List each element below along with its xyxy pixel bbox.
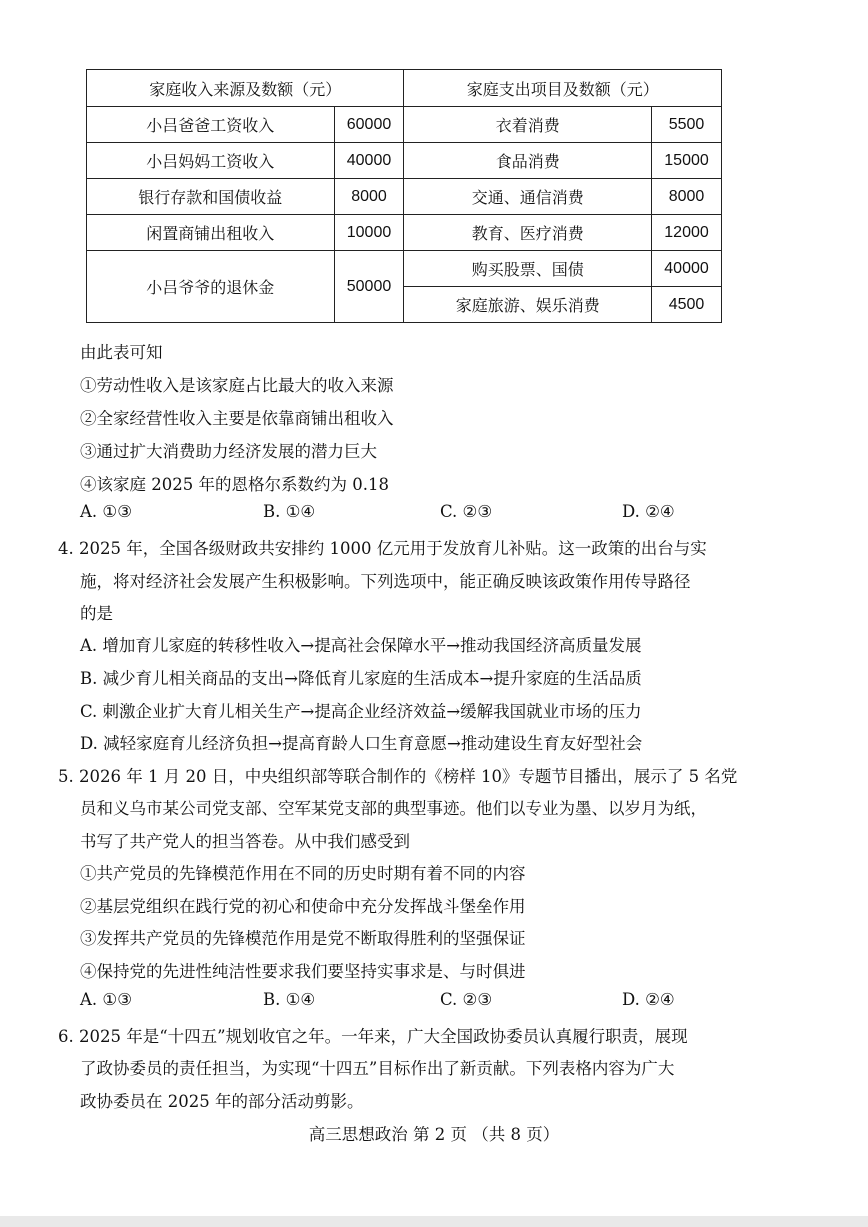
expense-amount: 12000: [652, 215, 722, 251]
income-header: 家庭收入来源及数额（元）: [87, 70, 404, 107]
income-amount: 40000: [334, 143, 404, 179]
q4-stem-line-3: 的是: [80, 604, 113, 623]
q3-option-a[interactable]: A. ①③: [80, 502, 132, 521]
q6-stem-line-1: 6. 2025 年是“十四五”规划收官之年。一年来，广大全国政协委员认真履行职责，展现: [58, 1027, 688, 1046]
q5-item-2: ②基层党组织在践行党的初心和使命中充分发挥战斗堡垒作用: [80, 897, 526, 916]
income-source: 闲置商铺出租收入: [87, 215, 335, 251]
q6-stem-line-3: 政协委员在 2025 年的部分活动剪影。: [80, 1092, 364, 1111]
q5-option-a[interactable]: A. ①③: [80, 990, 132, 1009]
q5-option-c[interactable]: C. ②③: [440, 990, 493, 1009]
q6-stem-line-2: 了政协委员的责任担当，为实现“十四五”目标作出了新贡献。下列表格内容为广大: [80, 1059, 675, 1078]
q4-option-b[interactable]: B. 减少育儿相关商品的支出→降低育儿家庭的生活成本→提升家庭的生活品质: [80, 669, 642, 688]
income-amount: 50000: [334, 251, 404, 323]
q4-stem-line-1: 4. 2025 年，全国各级财政共安排约 1000 亿元用于发放育儿补贴。这一政策的出台与实: [58, 539, 707, 558]
q5-item-3: ③发挥共产党员的先锋模范作用是党不断取得胜利的坚强保证: [80, 929, 526, 948]
q3-option-d[interactable]: D. ②④: [622, 502, 675, 521]
q4-stem-line-2: 施，将对经济社会发展产生积极影响。下列选项中，能正确反映该政策作用传导路径: [80, 572, 691, 591]
page-footer: 高三思想政治 第 2 页 （共 8 页）: [308, 1125, 560, 1144]
q3-item-1: ①劳动性收入是该家庭占比最大的收入来源: [80, 376, 394, 395]
q5-option-d[interactable]: D. ②④: [622, 990, 675, 1009]
q5-stem-line-2: 员和义乌市某公司党支部、空军某党支部的典型事迹。他们以专业为墨、以岁月为纸，: [80, 799, 707, 818]
expense-item: 衣着消费: [404, 107, 652, 143]
expense-item: 食品消费: [404, 143, 652, 179]
expense-item: 交通、通信消费: [404, 179, 652, 215]
income-amount: 60000: [334, 107, 404, 143]
expense-amount: 40000: [652, 251, 722, 287]
table-header-row: [87, 70, 722, 107]
table-row: [87, 251, 722, 287]
expense-amount: 8000: [652, 179, 722, 215]
income-source: 小吕妈妈工资收入: [87, 143, 335, 179]
scan-edge-band: [0, 1216, 868, 1227]
expense-item: 家庭旅游、娱乐消费: [404, 287, 652, 323]
expense-item: 教育、医疗消费: [404, 215, 652, 251]
q3-item-2: ②全家经营性收入主要是依靠商铺出租收入: [80, 409, 394, 428]
income-amount: 10000: [334, 215, 404, 251]
q3-lead: 由此表可知: [80, 343, 163, 362]
table-row: [87, 179, 722, 215]
q5-item-4: ④保持党的先进性纯洁性要求我们要坚持实事求是、与时俱进: [80, 962, 526, 981]
q5-stem-line-3: 书写了共产党人的担当答卷。从中我们感受到: [80, 832, 410, 851]
expense-amount: 4500: [652, 287, 722, 323]
q4-option-a[interactable]: A. 增加育儿家庭的转移性收入→提高社会保障水平→推动我国经济高质量发展: [80, 636, 642, 655]
table-row: [87, 143, 722, 179]
family-finance-table: [86, 69, 722, 323]
q3-item-4: ④该家庭 2025 年的恩格尔系数约为 0.18: [80, 475, 389, 494]
table-row: [87, 107, 722, 143]
q3-option-b[interactable]: B. ①④: [263, 502, 316, 521]
q4-option-d[interactable]: D. 减轻家庭育儿经济负担→提高育龄人口生育意愿→推动建设生育友好型社会: [80, 734, 643, 753]
expense-header: 家庭支出项目及数额（元）: [404, 70, 722, 107]
table-row: [87, 215, 722, 251]
income-amount: 8000: [334, 179, 404, 215]
q5-option-b[interactable]: B. ①④: [263, 990, 316, 1009]
q3-option-c[interactable]: C. ②③: [440, 502, 493, 521]
income-source: 小吕爸爸工资收入: [87, 107, 335, 143]
q5-item-1: ①共产党员的先锋模范作用在不同的历史时期有着不同的内容: [80, 864, 526, 883]
q4-option-c[interactable]: C. 刺激企业扩大育儿相关生产→提高企业经济效益→缓解我国就业市场的压力: [80, 702, 642, 721]
q5-stem-line-1: 5. 2026 年 1 月 20 日，中央组织部等联合制作的《榜样 10》专题节目播出，展示了 5 名党: [58, 767, 738, 786]
income-source: 小吕爷爷的退休金: [87, 251, 335, 323]
expense-amount: 15000: [652, 143, 722, 179]
income-source: 银行存款和国债收益: [87, 179, 335, 215]
expense-item: 购买股票、国债: [404, 251, 652, 287]
q3-item-3: ③通过扩大消费助力经济发展的潜力巨大: [80, 442, 377, 461]
expense-amount: 5500: [652, 107, 722, 143]
